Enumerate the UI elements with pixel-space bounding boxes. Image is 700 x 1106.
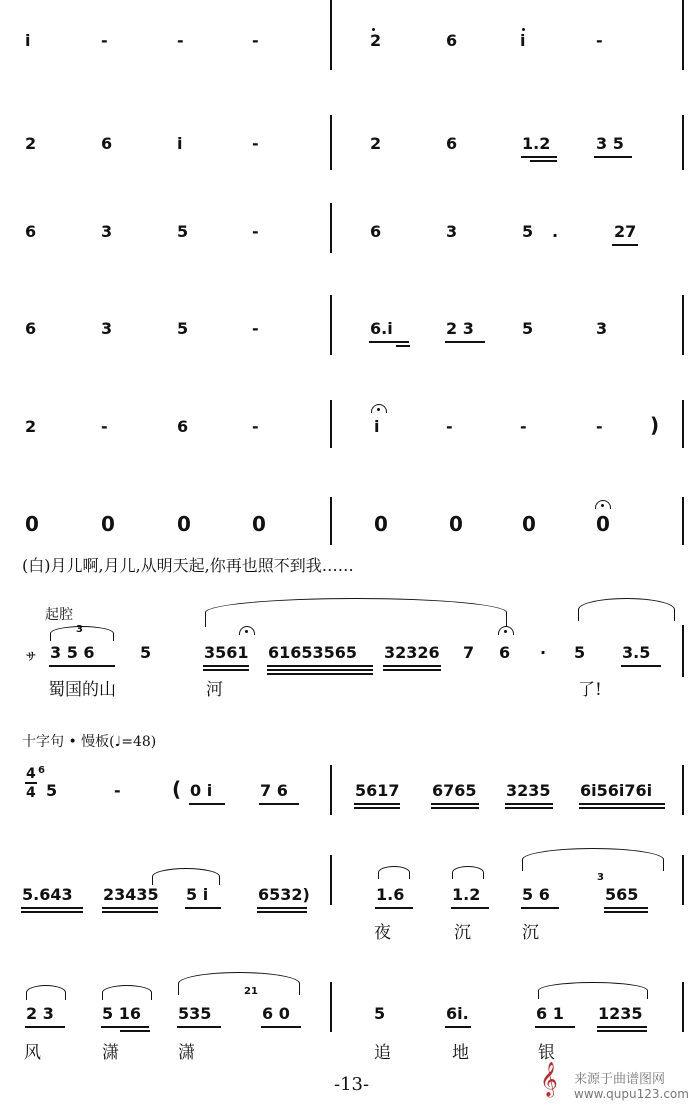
underline: [612, 244, 638, 246]
spoken-line: (白)月儿啊,月儿,从明天起,你再也照不到我……: [22, 556, 354, 575]
note: 5: [522, 222, 534, 241]
note: 6: [101, 134, 113, 153]
rest: 0: [252, 512, 266, 536]
lyric: 风: [24, 1043, 41, 1063]
underline: [354, 807, 400, 809]
note: 7: [463, 643, 475, 662]
slur: [102, 985, 152, 1000]
underline: [203, 669, 249, 671]
barline: [330, 400, 332, 448]
note: 6: [177, 417, 189, 436]
note: 1.2: [452, 885, 481, 904]
note: 2 3: [446, 319, 474, 338]
slur: [538, 982, 648, 999]
note: 5: [177, 222, 189, 241]
note: -: [101, 31, 108, 50]
octave-dot: [372, 28, 375, 31]
note: 3561: [204, 643, 249, 662]
lyric: 了!: [578, 680, 602, 700]
rest: 0: [101, 512, 115, 536]
underline: [604, 911, 648, 913]
note: 565: [605, 885, 639, 904]
underline: [102, 907, 158, 909]
underline: [120, 1030, 150, 1032]
underline: [521, 907, 559, 909]
underline: [185, 907, 221, 909]
barline: [330, 0, 332, 70]
underline: [257, 911, 307, 913]
barline: [682, 115, 684, 170]
note: 5: [46, 781, 58, 800]
note: -: [252, 222, 259, 241]
underline: [101, 1026, 149, 1028]
barline: [330, 982, 332, 1032]
note: 2: [370, 31, 382, 50]
note: 5: [177, 319, 189, 338]
lyric: 河: [206, 680, 223, 700]
note: ·: [540, 643, 547, 662]
note: -: [177, 31, 184, 50]
barline: [330, 765, 332, 815]
note: 5: [140, 643, 152, 662]
note: -: [101, 417, 108, 436]
underline: [396, 345, 410, 347]
fermata-icon: [239, 626, 255, 635]
note: 6: [446, 134, 458, 153]
note: 6 0: [262, 1004, 290, 1023]
time-signature-top: 4: [26, 766, 36, 782]
note: 6: [499, 643, 511, 662]
close-paren: ): [650, 413, 660, 437]
note: 5 i: [186, 885, 209, 904]
watermark-text: 来源于曲谱图网: [574, 1072, 666, 1087]
free-meter-sign: サ: [26, 652, 36, 663]
note: i: [25, 31, 31, 50]
note: 7 6: [260, 781, 288, 800]
underline: [451, 907, 489, 909]
underline: [21, 907, 83, 909]
fermata-icon: [371, 404, 387, 413]
note: 1.2: [522, 134, 551, 153]
note: 1.6: [376, 885, 405, 904]
underline: [257, 907, 307, 909]
time-signature-bottom: 4: [26, 785, 36, 801]
watermark-url: www.qupu123.com: [574, 1087, 689, 1101]
underline: [431, 803, 479, 805]
underline: [445, 341, 485, 343]
underline: [431, 807, 479, 809]
lyric: 地: [452, 1043, 469, 1063]
note: 3.5: [622, 643, 651, 662]
note: 6: [370, 222, 382, 241]
lyric: 蜀国的山: [48, 680, 116, 700]
underline: [505, 803, 553, 805]
lyric: 夜: [374, 923, 391, 943]
barline: [682, 0, 684, 70]
underline: [594, 156, 632, 158]
note: -: [114, 781, 121, 800]
treble-clef-icon: 𝄞: [540, 1062, 558, 1097]
underline: [505, 807, 553, 809]
note: 0 i: [190, 781, 213, 800]
grace-note: 6: [38, 765, 45, 776]
underline: [445, 1026, 471, 1028]
slur: [522, 848, 664, 871]
note: 6: [25, 222, 37, 241]
underline: [102, 911, 158, 913]
underline: [597, 1030, 647, 1032]
note: 3 5 6: [50, 643, 95, 662]
note: 5617: [355, 781, 400, 800]
rest: 0: [522, 512, 536, 536]
barline: [330, 203, 332, 253]
rest: 0: [25, 512, 39, 536]
rest: 0: [177, 512, 191, 536]
note: 6.i: [370, 319, 393, 338]
open-paren: (: [172, 777, 182, 801]
note: 3: [101, 222, 113, 241]
note: 3 5: [596, 134, 624, 153]
underline: [535, 1026, 575, 1028]
underline: [189, 803, 225, 805]
lyric: 追: [374, 1043, 391, 1063]
note: 2 3: [26, 1004, 54, 1023]
note: -: [596, 31, 603, 50]
note: 27: [614, 222, 637, 241]
barline: [682, 497, 684, 545]
barline: [330, 497, 332, 545]
note: 6i.: [446, 1004, 469, 1023]
slur: [452, 866, 484, 879]
underline: [261, 1026, 301, 1028]
note: 5: [522, 319, 534, 338]
underline: [25, 1026, 65, 1028]
slur: [378, 866, 410, 879]
note: .: [552, 222, 559, 241]
note: 5: [574, 643, 586, 662]
underline: [203, 665, 249, 667]
rest: 0: [374, 512, 388, 536]
grace-note: 3: [597, 872, 604, 883]
note: 61653565: [268, 643, 358, 662]
octave-dot: [522, 28, 525, 31]
lyric: 沉: [454, 923, 471, 943]
note: 3: [596, 319, 608, 338]
note: 5 6: [522, 885, 550, 904]
note: 6 1: [536, 1004, 564, 1023]
rest: 0: [596, 512, 610, 536]
note: i: [520, 31, 526, 50]
underline: [267, 673, 373, 675]
phrase-slur: [578, 598, 675, 621]
note: -: [596, 417, 603, 436]
slur: [26, 985, 66, 1000]
barline: [330, 115, 332, 170]
underline: [267, 669, 373, 671]
note: -: [252, 319, 259, 338]
underline: [579, 807, 665, 809]
note: i: [177, 134, 183, 153]
barline: [682, 400, 684, 448]
note: 6i56i76i: [580, 781, 653, 800]
barline: [682, 982, 684, 1032]
tempo-marking: 十字句 • 慢板(♩=48): [22, 734, 157, 750]
note: 3: [446, 222, 458, 241]
note: 23435: [103, 885, 159, 904]
note: -: [252, 417, 259, 436]
underline: [354, 803, 400, 805]
note: 5.643: [22, 885, 73, 904]
note: 6: [446, 31, 458, 50]
note: 3235: [506, 781, 551, 800]
page-number: -13-: [334, 1074, 370, 1095]
underline: [49, 665, 115, 667]
note: 5 16: [102, 1004, 141, 1023]
note: 6: [25, 319, 37, 338]
barline: [682, 855, 684, 905]
section-label: 起腔: [45, 607, 73, 623]
underline: [177, 1026, 221, 1028]
lyric: 潇: [102, 1043, 119, 1063]
barline: [682, 295, 684, 355]
underline: [21, 911, 83, 913]
note: 2: [370, 134, 382, 153]
note: 6765: [432, 781, 477, 800]
barline: [330, 295, 332, 355]
note: 535: [178, 1004, 212, 1023]
underline: [604, 907, 648, 909]
underline: [579, 803, 665, 805]
underline: [621, 665, 661, 667]
note: 32326: [384, 643, 440, 662]
underline: [383, 665, 441, 667]
barline: [330, 855, 332, 905]
note: 2: [25, 417, 37, 436]
tuplet-mark: 3: [76, 624, 83, 635]
note: i: [374, 417, 380, 436]
underline: [267, 665, 373, 667]
fermata-icon: [595, 500, 611, 509]
note: 5: [374, 1004, 386, 1023]
rest: 0: [449, 512, 463, 536]
slur: [178, 972, 300, 995]
underline: [530, 160, 557, 162]
lyric: 潇: [178, 1043, 195, 1063]
slur: [152, 868, 220, 885]
underline: [375, 907, 413, 909]
note: -: [252, 134, 259, 153]
note: -: [446, 417, 453, 436]
fermata-icon: [498, 626, 514, 635]
lyric: 银: [538, 1043, 555, 1063]
underline: [383, 669, 441, 671]
note: -: [520, 417, 527, 436]
barline: [682, 625, 684, 677]
note: 3: [101, 319, 113, 338]
note: 1235: [598, 1004, 643, 1023]
note: -: [252, 31, 259, 50]
underline: [597, 1026, 647, 1028]
lyric: 沉: [522, 923, 539, 943]
underline: [369, 341, 409, 343]
grace-note: 21: [244, 986, 258, 997]
note: 6532): [258, 885, 310, 904]
phrase-slur: [205, 598, 507, 627]
barline: [682, 765, 684, 815]
underline: [259, 803, 299, 805]
underline: [521, 156, 557, 158]
note: 2: [25, 134, 37, 153]
